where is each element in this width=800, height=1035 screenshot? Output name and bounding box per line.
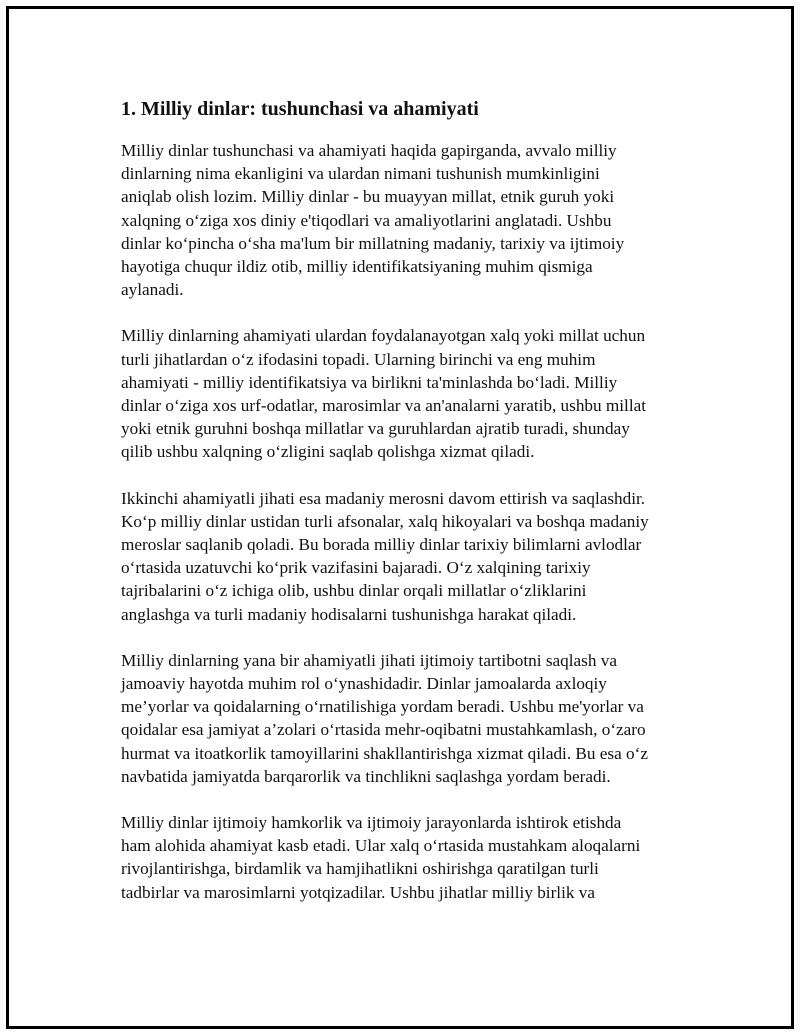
text-line: dinlarning nima ekanligini va ulardan nimani tushunish mumkinligini <box>121 164 600 184</box>
text-line: jamoaviy hayotda muhim rol o‘ynashidadir. Dinlar jamoalarda axloqiy <box>121 674 607 694</box>
text-line: meroslar saqlanib qoladi. Bu borada milliy dinlar tarixiy bilimlarni avlodlar <box>121 535 642 555</box>
text-line: dinlar ko‘pincha o‘sha ma'lum bir millatning madaniy, tarixiy va ijtimoiy <box>121 233 625 253</box>
text-line: qilib ushbu xalqning o‘zligini saqlab qolishga xizmat qiladi. <box>121 442 535 462</box>
text-line: Milliy dinlar tushunchasi va ahamiyati haqida gapirganda, avvalo milliy <box>121 141 617 160</box>
text-line: hurmat va itoatkorlik tamoyillarini shakllantirishga xizmat qiladi. Bu esa o‘z <box>121 743 648 763</box>
paragraph-social-order <box>121 649 711 788</box>
text-line: rivojlantirishga, birdamlik va hamjihatlikni oshirishga qaratilgan turli <box>121 859 599 879</box>
document-content <box>121 95 711 927</box>
paragraph-definition <box>121 139 711 301</box>
text-line: hayotiga chuqur ildiz otib, milliy identifikatsiyaning muhim qismiga <box>121 257 593 277</box>
text-line: xalqning o‘ziga xos diniy e'tiqodlari va amaliyotlarini anglatadi. Ushbu <box>121 210 612 230</box>
text-line: turli jihatlardan o‘z ifodasini topadi. Ularning birinchi va eng muhim <box>121 349 596 369</box>
text-line: navbatida jamiyatda barqarorlik va tinchlikni saqlashga yordam beradi. <box>121 766 611 786</box>
text-line: ahamiyati - milliy identifikatsiya va birlikni ta'minlashda bo‘ladi. Milliy <box>121 372 618 392</box>
document-page <box>6 6 794 1029</box>
section-heading: 1. Milliy dinlar: tushunchasi va ahamiyati <box>121 98 479 120</box>
text-line: anglashga va turli madaniy hodisalarni tushunishga harakat qiladi. <box>121 604 577 624</box>
text-line: Milliy dinlarning yana bir ahamiyatli jihati ijtimoiy tartibotni saqlash va <box>121 650 617 670</box>
text-line: yoki etnik guruhni boshqa millatlar va guruhlardan ajratib turadi, shunday <box>121 419 630 439</box>
paragraph-identity <box>121 324 711 463</box>
text-line: qoidalar esa jamiyat a’zolari o‘rtasida mehr-oqibatni mustahkamlash, o‘zaro <box>121 720 646 740</box>
text-line: tajribalarini o‘z ichiga olib, ushbu dinlar orqali millatlar o‘zliklarini <box>121 581 587 601</box>
text-line: me’yorlar va qoidalarning o‘rnatilishiga yordam beradi. Ushbu me'yorlar va <box>121 697 644 717</box>
text-line: Milliy dinlar ijtimoiy hamkorlik va ijtimoiy jarayonlarda ishtirok etishda <box>121 813 622 833</box>
text-line: Ikkinchi ahamiyatli jihati esa madaniy merosni davom ettirish va saqlashdir. <box>121 488 646 508</box>
text-line: aniqlab olish lozim. Milliy dinlar - bu muayyan millat, etnik guruh yoki <box>121 187 615 207</box>
text-line: ham alohida ahamiyat kasb etadi. Ular xalq o‘rtasida mustahkam aloqalarni <box>121 836 641 856</box>
text-line: dinlar o‘ziga xos urf-odatlar, marosimlar va an'analarni yaratib, ushbu millat <box>121 396 647 416</box>
text-line: Milliy dinlarning ahamiyati ulardan foydalanayotgan xalq yoki millat uchun <box>121 326 646 346</box>
paragraph-heritage <box>121 487 711 626</box>
text-line: tadbirlar va marosimlarni yotqizadilar. Ushbu jihatlar milliy birlik va <box>121 882 595 902</box>
text-line: o‘rtasida uzatuvchi ko‘prik vazifasini bajaradi. O‘z xalqining tarixiy <box>121 558 591 578</box>
text-line: Ko‘p milliy dinlar ustidan turli afsonalar, xalq hikoyalari va boshqa madaniy <box>121 511 649 531</box>
text-line: aylanadi. <box>121 280 184 300</box>
paragraph-cooperation <box>121 811 711 904</box>
